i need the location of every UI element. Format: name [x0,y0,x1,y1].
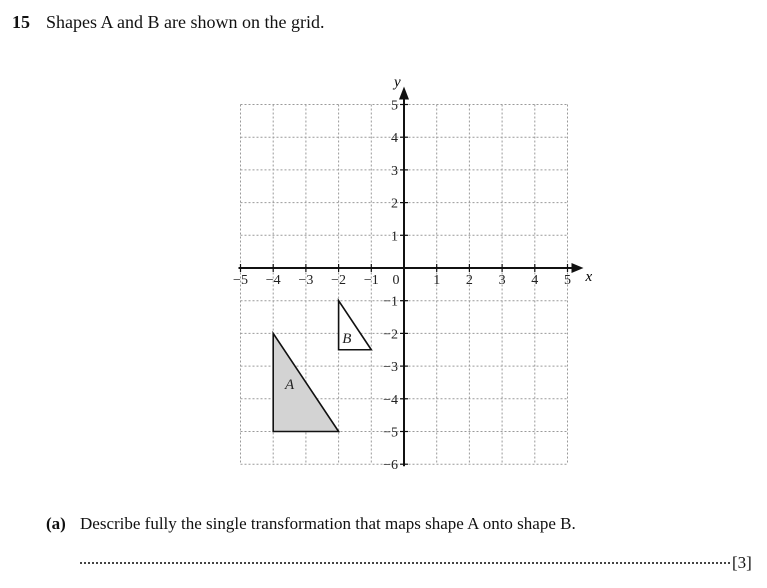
part-a-text: Describe fully the single transformation that maps shape A onto shape B. [80,514,576,533]
question-number: 15 [12,12,30,32]
question-text: Shapes A and B are shown on the grid. [46,12,325,32]
x-tick-label: 2 [465,273,473,288]
shape-label-b: B [342,331,352,348]
x-tick-label: −2 [331,273,347,288]
x-tick-label: −3 [298,273,314,288]
y-tick-label: −1 [383,294,398,310]
x-tick-label: 5 [564,273,571,288]
x-tick-label: −4 [265,273,281,288]
answer-line[interactable] [80,562,730,564]
y-tick-label: 5 [391,98,398,114]
x-tick-label: −1 [363,273,379,288]
x-axis-arrow [572,263,584,273]
x-tick-label: 0 [392,273,400,288]
x-tick-label: 1 [433,273,441,288]
y-axis-label: y [394,74,401,91]
y-tick-label: 4 [391,131,398,147]
y-tick-label: −4 [383,392,398,408]
y-tick-label: −2 [383,327,398,343]
x-tick-label: 4 [531,273,539,288]
y-tick-label: −3 [383,360,398,376]
y-tick-label: 3 [391,163,398,179]
y-tick-label: −6 [383,458,398,474]
x-axis-label: x [585,269,593,285]
marks-allocation: [3] [732,553,752,572]
shape-label-a: A [284,376,295,393]
x-tick-label: −5 [233,273,248,288]
x-tick-label: 3 [498,273,506,288]
part-a-label: (a) [46,514,66,533]
y-tick-label: 2 [391,196,398,212]
y-tick-label: −5 [383,425,398,441]
shape-a [273,333,338,431]
y-tick-label: 1 [391,229,398,245]
